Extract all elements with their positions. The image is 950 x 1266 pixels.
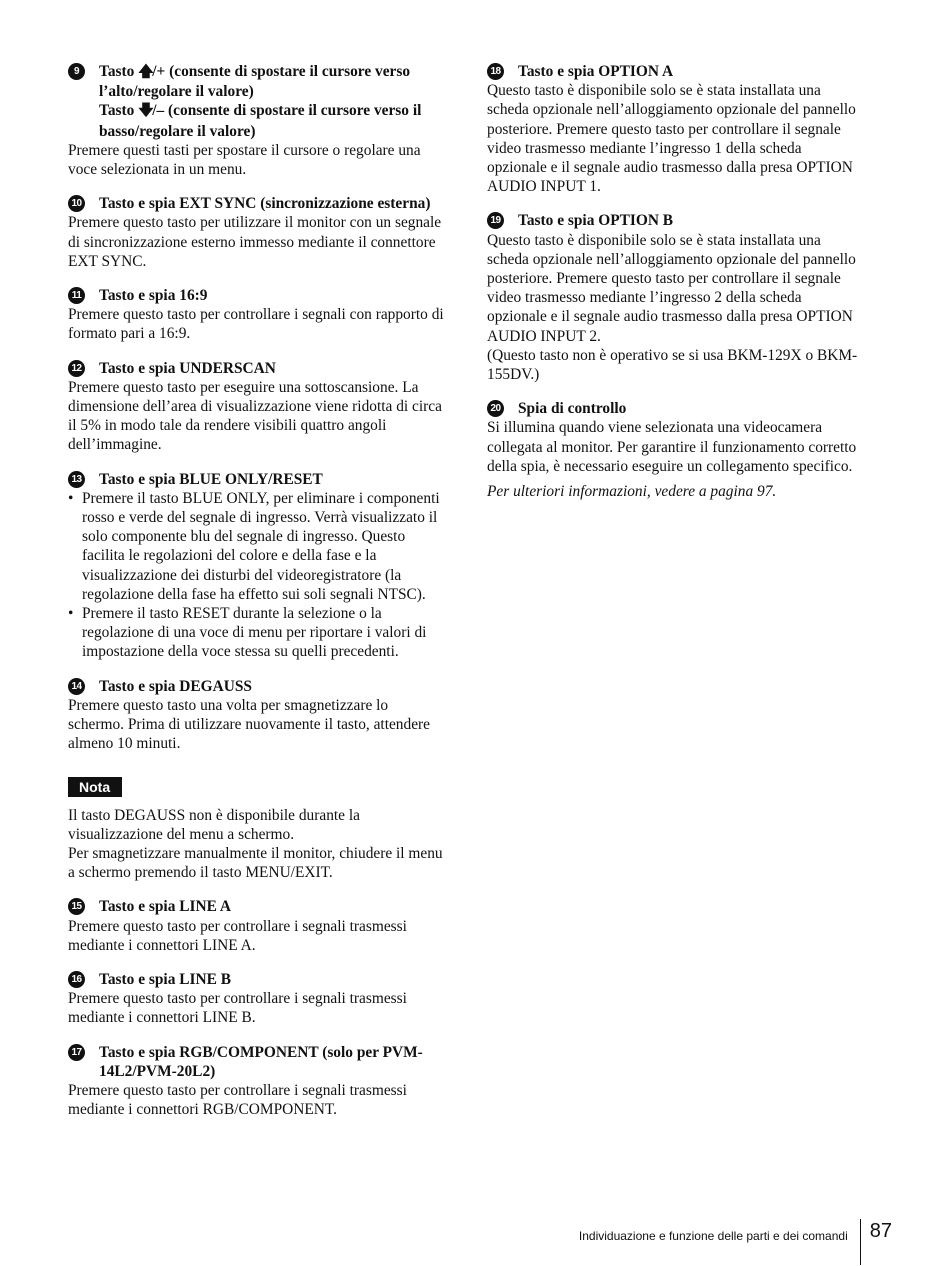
page-reference: Per ulteriori informazioni, vedere a pagina 97.	[487, 483, 777, 501]
bullet-icon: •	[68, 605, 74, 623]
list-item	[68, 604, 446, 662]
item-11-heading	[68, 286, 446, 305]
item-12-number: 12	[68, 360, 85, 377]
item-9-heading-down-text: /– (consente di spostare il cursore verso il basso/regolare il valore)	[99, 102, 422, 140]
item-18	[487, 62, 865, 196]
nota-line-2: Per smagnetizzare manualmente il monitor, chiudere il menu a schermo premendo il tasto MENU/EXIT.	[68, 844, 443, 882]
item-11-heading-text: Tasto e spia 16:9	[99, 287, 208, 305]
item-15-heading-text: Tasto e spia LINE A	[99, 898, 231, 916]
item-13-heading-text: Tasto e spia BLUE ONLY/RESET	[99, 470, 323, 488]
right-column	[487, 62, 865, 516]
item-13-bullet-list	[68, 489, 446, 662]
item-11-body: Premere questo tasto per controllare i segnali con rapporto di formato pari a 16:9.	[68, 306, 444, 343]
item-18-heading-text: Tasto e spia OPTION A	[518, 63, 674, 80]
item-17	[68, 1043, 446, 1120]
item-12	[68, 359, 446, 455]
item-16-number: 16	[68, 971, 85, 988]
item-10-heading-text: Tasto e spia EXT SYNC (sincronizzazione esterna)	[99, 195, 431, 213]
page-number: 87	[869, 1220, 892, 1242]
item-19-number: 19	[487, 212, 504, 229]
item-9	[68, 62, 446, 179]
item-12-heading	[68, 359, 446, 378]
item-9-body: Premere questi tasti per spostare il cursore o regolare una voce selezionata in un menu.	[68, 141, 421, 179]
footer-divider	[860, 1219, 861, 1265]
item-20-body: Si illumina quando viene selezionata una videocamera collegata al monitor. Per garantire il funzionamento corretto della spia, è necessario eseguire un collegamento specifico.	[487, 419, 857, 475]
item-15-number: 15	[68, 898, 85, 915]
item-12-heading-text: Tasto e spia UNDERSCAN	[99, 359, 276, 377]
nota-block	[68, 769, 446, 883]
item-13-heading	[68, 470, 446, 489]
item-11	[68, 286, 446, 344]
footer-section-title: Individuazione e funzione delle parti e dei comandi	[578, 1229, 848, 1243]
item-17-body: Premere questo tasto per controllare i segnali trasmessi mediante i connettori RGB/COMPONENT.	[68, 1081, 407, 1119]
item-13	[68, 470, 446, 662]
item-9-heading	[68, 62, 446, 141]
bullet-icon: •	[68, 489, 74, 507]
item-15-heading	[68, 897, 446, 916]
item-14-number: 14	[68, 678, 85, 695]
list-item	[68, 489, 446, 604]
nota-line-1: Il tasto DEGAUSS non è disponibile durante la visualizzazione del menu a schermo.	[68, 806, 360, 843]
item-9-heading-down-label: Tasto	[99, 102, 135, 120]
item-18-heading	[487, 62, 865, 81]
item-20-number: 20	[487, 400, 504, 417]
item-9-heading-up-text: /+ (consente di spostare il cursore verso l’alto/regolare il valore)	[99, 63, 411, 101]
page-footer	[579, 1219, 892, 1265]
item-9-number: 9	[68, 63, 85, 80]
item-10-body: Premere questo tasto per utilizzare il monitor con un segnale di sincronizzazione esterno immesso mediante il connettore EXT SYNC.	[68, 214, 442, 270]
item-14-heading	[68, 677, 446, 696]
list-item-text: Premere il tasto RESET durante la selezione o la regolazione di una voce di menu per riportare i valori di impostazione della voce stessa su quelli precedenti.	[82, 605, 427, 661]
item-17-number: 17	[68, 1044, 85, 1061]
item-16-heading	[68, 970, 446, 989]
item-20	[487, 399, 865, 501]
item-14	[68, 677, 446, 754]
item-10-number: 10	[68, 195, 85, 212]
item-17-heading-text: Tasto e spia RGB/COMPONENT (solo per PVM-14L2/PVM-20L2)	[99, 1043, 423, 1080]
item-14-body: Premere questo tasto una volta per smagnetizzare lo schermo. Prima di utilizzare nuovamente il tasto, attendere almeno 10 minuti.	[68, 696, 430, 753]
up-arrow-icon: 🡅	[138, 64, 154, 80]
item-19-body: Questo tasto è disponibile solo se è stata installata una scheda opzionale nell’alloggiamento opzionale del pannello posteriore. Premere questo tasto per controllare il segnale video trasmesso mediante l’ingresso 2 della scheda opzionale e il segnale audio trasmesso dalla presa OPTION AUDIO INPUT 2.	[487, 231, 856, 345]
item-15-body: Premere questo tasto per controllare i segnali trasmessi mediante i connettori LINE A.	[68, 917, 407, 954]
item-18-body: Questo tasto è disponibile solo se è stata installata una scheda opzionale nell’alloggiamento opzionale del pannello posteriore. Premere questo tasto per controllare il segnale video trasmesso mediante l’ingresso 1 della scheda opzionale e il segnale audio trasmesso dalla presa OPTION AUDIO INPUT 1.	[487, 82, 856, 196]
item-20-heading	[487, 399, 865, 418]
item-15	[68, 897, 446, 955]
down-arrow-icon: 🡇	[138, 103, 154, 120]
nota-badge: Nota	[68, 777, 122, 797]
item-19-heading	[487, 211, 865, 230]
item-20-heading-text: Spia di controllo	[518, 400, 627, 418]
item-17-heading	[68, 1043, 446, 1081]
item-12-body: Premere questo tasto per eseguire una sottoscansione. La dimensione dell’area di visualizzazione viene ridotta di circa il 5% in modo tale da rendere visibili quattro angoli dell’immagine.	[68, 378, 442, 454]
item-10	[68, 194, 446, 271]
item-13-number: 13	[68, 471, 85, 488]
item-19-heading-text: Tasto e spia OPTION B	[518, 212, 674, 230]
item-19	[487, 211, 865, 384]
item-16-body: Premere questo tasto per controllare i segnali trasmessi mediante i connettori LINE B.	[68, 990, 407, 1027]
item-11-number: 11	[68, 287, 85, 304]
item-19-note: (Questo tasto non è operativo se si usa BKM-129X o BKM-155DV.)	[487, 346, 858, 384]
item-16-heading-text: Tasto e spia LINE B	[99, 970, 231, 988]
item-16	[68, 970, 446, 1028]
item-18-number: 18	[487, 63, 504, 80]
item-9-heading-up-label: Tasto	[99, 63, 135, 80]
list-item-text: Premere il tasto BLUE ONLY, per eliminare i componenti rosso e verde del segnale di ingresso. Verrà visualizzato il solo componente blu del segnale di ingresso. Questo facilita le regolazioni del colore e della fase e la visualizzazione dei disturbi del videoregistratore (la regolazione della fase ha effetto sui soli segnali NTSC).	[82, 489, 440, 603]
item-14-heading-text: Tasto e spia DEGAUSS	[99, 677, 252, 695]
left-column	[68, 62, 446, 1134]
item-10-heading	[68, 194, 446, 213]
